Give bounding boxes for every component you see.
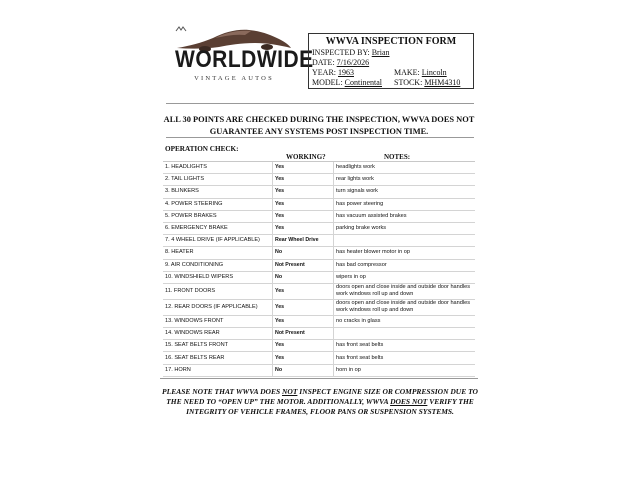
working-cell: Yes [272,223,333,234]
logo-wordmark: WORLDWIDE [175,46,314,73]
footer-emphasis: DOES NOT [390,397,428,406]
footer-text: THE NEED TO “OPEN UP” THE MOTOR. ADDITIONALLY, WWVA [166,397,391,406]
operation-check-table [163,161,475,377]
working-cell: Yes [272,316,333,327]
inspected-by-line [312,48,390,57]
form-title: WWVA INSPECTION FORM [325,36,457,47]
make-label: MAKE: [394,68,420,77]
working-cell: Yes [272,174,333,185]
working-cell: Rear Wheel Drive [272,235,333,246]
table-row [163,260,475,272]
notice-line-1: ALL 30 POINTS ARE CHECKED DURING THE INSPECTION, WWVA DOES NOT [163,115,475,124]
footer-line-2 [160,397,480,407]
year-line [312,68,354,77]
inspected-by-value: Brian [371,48,390,57]
item-cell: 8. HEATER [165,249,194,256]
date-value: 7/16/2026 [336,58,370,67]
table-row [163,300,475,316]
table-row [163,365,475,377]
item-cell: 11. FRONT DOORS [165,287,216,294]
working-cell: Yes [272,186,333,197]
item-cell: 6. EMERGENCY BRAKE [165,225,228,232]
table-row [163,223,475,235]
notes-cell: doors open and close inside and outside door handles work windows roll up and down [333,300,475,315]
item-cell: 15. SEAT BELTS FRONT [165,342,229,349]
notes-cell: has front seat belts [333,340,475,351]
stock-value: MHM4310 [424,78,461,87]
table-row [163,284,475,300]
logo-subtitle: VINTAGE AUTOS [194,75,274,82]
inspection-notice [160,114,478,137]
year-label: YEAR: [312,68,336,77]
stock-label: STOCK: [394,78,423,87]
table-row [163,247,475,259]
year-value: 1963 [338,68,354,77]
working-cell: Yes [272,211,333,222]
model-line [312,78,382,87]
footer-text: PLEASE NOTE THAT WWVA DOES [162,387,282,396]
worldwide-vintage-autos-logo [175,26,314,92]
notice-line-2: GUARANTEE ANY SYSTEMS POST INSPECTION TIME. [209,126,429,136]
table-row [163,199,475,211]
working-cell: Yes [272,284,333,299]
column-header-notes: NOTES: [384,153,411,161]
notes-cell [333,235,475,246]
logo-flag-icon [175,26,187,32]
table-row [163,340,475,352]
footer-line-3: INTEGRITY OF VEHICLE FRAMES, FLOOR PANS OR SUSPENSION SYSTEMS. [186,407,454,416]
notes-cell: horn in op [333,365,475,376]
table-row [163,162,475,174]
item-cell: 13. WINDOWS FRONT [165,317,224,324]
table-row [163,328,475,340]
date-line [312,58,369,67]
table-row [163,316,475,328]
item-cell: 10. WINDSHIELD WIPERS [165,273,234,280]
notes-cell: has power steering [333,199,475,210]
working-cell: No [272,365,333,376]
inspected-by-label: INSPECTED BY: [312,48,370,57]
operation-check-title: OPERATION CHECK: [165,145,239,153]
notes-cell: doors open and close inside and outside door handles work windows roll up and down [333,284,475,299]
table-row [163,235,475,247]
notes-cell: headlights work [333,162,475,173]
divider-top [166,103,474,104]
column-header-working: WORKING? [286,153,326,161]
item-cell: 1. HEADLIGHTS [165,164,207,171]
notes-cell: parking brake works [333,223,475,234]
notes-cell: has bad compressor [333,260,475,271]
item-cell: 16. SEAT BELTS REAR [165,354,225,361]
footer-emphasis: NOT [282,387,298,396]
footer-text: INSPECT ENGINE SIZE OR COMPRESSION DUE TO [297,387,478,396]
notes-cell: has vacuum assisted brakes [333,211,475,222]
working-cell: No [272,247,333,258]
notes-cell: wipers in op [333,272,475,283]
item-cell: 9. AIR CONDITIONING [165,261,224,268]
item-cell: 7. 4 WHEEL DRIVE (IF APPLICABLE) [165,237,260,244]
working-cell: Yes [272,300,333,315]
footer-disclaimer [160,387,480,417]
working-cell: Yes [272,199,333,210]
item-cell: 5. POWER BRAKES [165,212,217,219]
table-row [163,272,475,284]
working-cell: Yes [272,352,333,363]
notes-cell: rear lights work [333,174,475,185]
make-line [394,68,447,77]
table-row [163,174,475,186]
table-row [163,211,475,223]
working-cell: Not Present [272,260,333,271]
footer-line-1 [160,387,480,397]
working-cell: Yes [272,162,333,173]
working-cell: No [272,272,333,283]
item-cell: 4. POWER STEERING [165,200,223,207]
notes-cell: turn signals work [333,186,475,197]
working-cell: Not Present [272,328,333,339]
table-row [163,186,475,198]
working-cell: Yes [272,340,333,351]
table-row [163,352,475,364]
notes-cell [333,328,475,339]
stock-line [394,78,460,87]
item-cell: 17. HORN [165,366,191,373]
divider-bottom [160,378,478,379]
item-cell: 2. TAIL LIGHTS [165,176,205,183]
notes-cell: has front seat belts [333,352,475,363]
model-label: MODEL: [312,78,343,87]
footer-text: VERIFY THE [427,397,474,406]
item-cell: 14. WINDOWS REAR [165,330,220,337]
make-value: Lincoln [421,68,447,77]
divider-notice [166,137,474,138]
date-label: DATE: [312,58,335,67]
notes-cell: has heater blower motor in op [333,247,475,258]
inspection-form-header [308,33,474,89]
item-cell: 3. BLINKERS [165,188,199,195]
item-cell: 12. REAR DOORS (IF APPLICABLE) [165,303,258,310]
notes-cell: no cracks in glass [333,316,475,327]
model-value: Continental [344,78,382,87]
